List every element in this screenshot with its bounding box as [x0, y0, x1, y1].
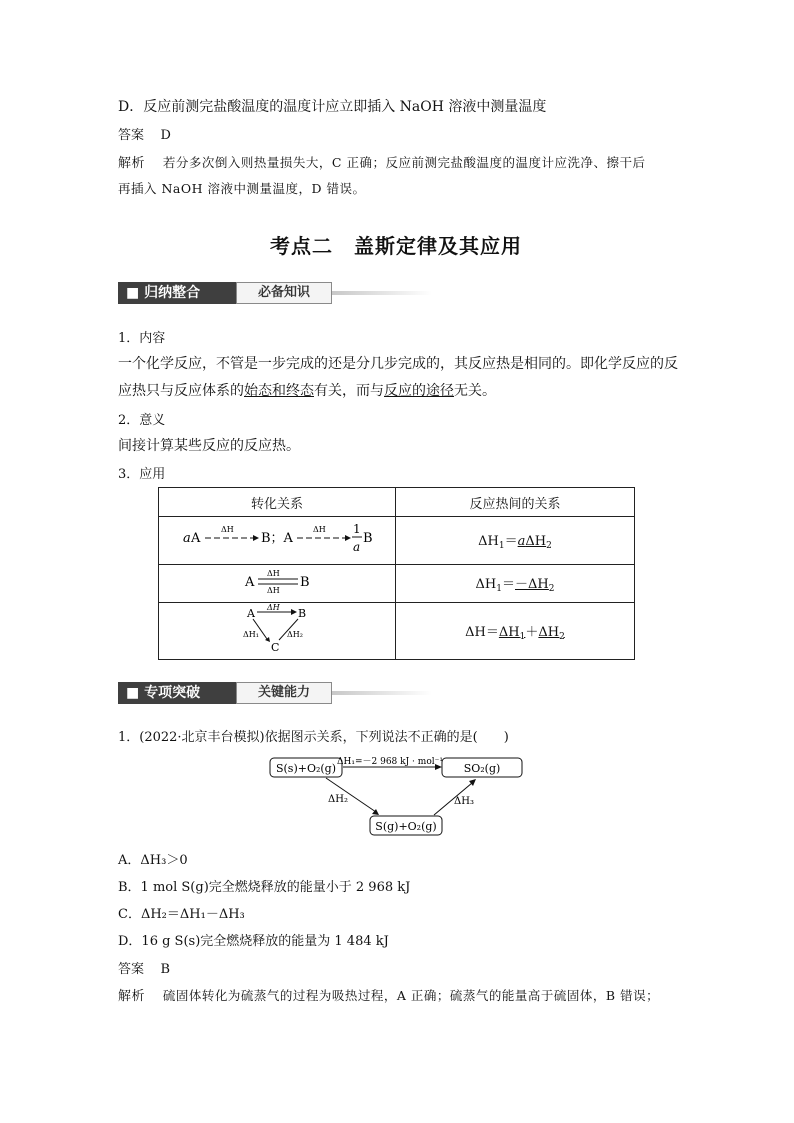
svg-text:ΔH: ΔH — [267, 603, 280, 612]
table-row2-left — [159, 565, 396, 603]
paragraph-content-1: 一个化学反应，不管是一步完成的还是分几步完成的，其反应热是相同的。即化学反应的反 — [118, 356, 678, 372]
svg-text:B: B — [300, 575, 310, 590]
underline-initial-final-state: 始态和终态 — [244, 383, 314, 399]
analysis-label: 解析 — [118, 156, 146, 171]
banner-practice-light: 关键能力 — [236, 682, 332, 704]
svg-text:A: A — [191, 531, 201, 546]
section-title: 考点二 盖斯定律及其应用 — [270, 234, 522, 258]
banner-practice — [118, 682, 434, 704]
analysis-text-q: 硫固体转化为硫蒸气的过程为吸热过程，A 正确；硫蒸气的能量高于硫固体，B 错误； — [162, 988, 660, 1003]
row2-scheme — [159, 565, 395, 598]
underline-reaction-path: 反应的途径 — [384, 383, 454, 399]
paragraph-content-2: 应热只与反应体系的始态和终态有关，而与反应的途径无关。 — [118, 383, 496, 399]
banner-summary-light: 必备知识 — [236, 282, 332, 304]
svg-text:ΔH₁: ΔH₁ — [243, 630, 259, 639]
analysis-line-1 — [118, 152, 645, 171]
row1-scheme — [159, 517, 395, 560]
diagram-box-left: S(s)+O₂(g) — [275, 762, 337, 775]
analysis-label-q: 解析 — [118, 989, 146, 1004]
answer-value-q: B — [160, 962, 171, 977]
banner-practice-dark: ■ 专项突破 — [118, 682, 236, 704]
option-a: A．ΔH₃＞0 — [118, 853, 188, 868]
table-row3-left — [159, 603, 396, 660]
diagram-box-right: SO₂(g) — [463, 762, 501, 775]
table-row3-right: $\Delta H=\Delta H_1+\Delta H_2$ — [396, 603, 635, 660]
analysis-line-q — [118, 985, 659, 1004]
option-c: C．ΔH₂＝ΔH₁－ΔH₃ — [118, 907, 245, 922]
svg-text:B: B — [298, 607, 307, 620]
heading-application: 3．应用 — [118, 467, 166, 482]
diagram-box-bottom: S(g)+O₂(g) — [375, 820, 437, 833]
svg-text:ΔH: ΔH — [221, 525, 234, 534]
svg-text:A: A — [247, 607, 255, 620]
banner-fade — [332, 291, 432, 295]
answer-line — [118, 958, 170, 977]
option-d-prev: D．反应前测完盐酸温度的温度计应立即插入 NaOH 溶液中测量温度 — [118, 99, 547, 115]
svg-text:ΔH: ΔH — [267, 586, 280, 595]
diagram-right-label: ΔH₃ — [454, 796, 474, 807]
answer-line-prev — [118, 124, 171, 143]
row3-scheme — [159, 603, 395, 655]
svg-text:a: a — [183, 531, 191, 546]
banner-summary-dark: ■ 归纳整合 — [118, 282, 236, 304]
analysis-line-2: 再插入 NaOH 溶液中测量温度，D 错误。 — [118, 181, 366, 196]
diagram-top-label: ΔH₁=－2 968 kJ · mol⁻¹ — [337, 757, 443, 767]
answer-value: D — [160, 128, 171, 143]
energy-diagram — [266, 752, 528, 838]
svg-text:C: C — [271, 641, 280, 654]
banner-fade-2 — [332, 691, 432, 695]
svg-text:a: a — [353, 540, 361, 554]
option-d: D．16 g S(s)完全燃烧释放的能量为 1 484 kJ — [118, 934, 389, 949]
heading-meaning: 2．意义 — [118, 413, 166, 428]
relation-table — [158, 487, 635, 660]
table-header-left: 转化关系 — [159, 488, 396, 517]
svg-text:1: 1 — [353, 522, 361, 536]
answer-label-q: 答案 — [118, 962, 145, 977]
option-b: B．1 mol S(g)完全燃烧释放的能量小于 2 968 kJ — [118, 880, 411, 895]
svg-text:A: A — [245, 575, 255, 590]
svg-text:B；A: B；A — [261, 531, 293, 546]
paragraph-meaning: 间接计算某些反应的反应热。 — [118, 438, 300, 454]
analysis-text-1: 若分多次倒入则热量损失大，C 正确；反应前测完盐酸温度的温度计应洗净、擦干后 — [162, 155, 646, 170]
banner-summary — [118, 282, 434, 304]
table-row2-right: $\Delta H_1=-\Delta H_2$ — [396, 565, 635, 603]
table-header-right: 反应热间的关系 — [396, 488, 635, 517]
question-stem: 1．(2022·北京丰台模拟)依据图示关系，下列说法不正确的是( ) — [118, 730, 509, 745]
svg-text:ΔH: ΔH — [313, 525, 326, 534]
svg-text:ΔH₂: ΔH₂ — [287, 630, 303, 639]
svg-text:B: B — [363, 531, 373, 546]
diagram-left-label: ΔH₂ — [328, 794, 348, 805]
table-row1-left — [159, 517, 396, 565]
heading-content: 1．内容 — [118, 331, 166, 346]
svg-text:ΔH: ΔH — [267, 569, 280, 578]
table-row1-right: $\Delta H_1=a\Delta H_2$ — [396, 517, 635, 565]
answer-label: 答案 — [118, 128, 145, 143]
